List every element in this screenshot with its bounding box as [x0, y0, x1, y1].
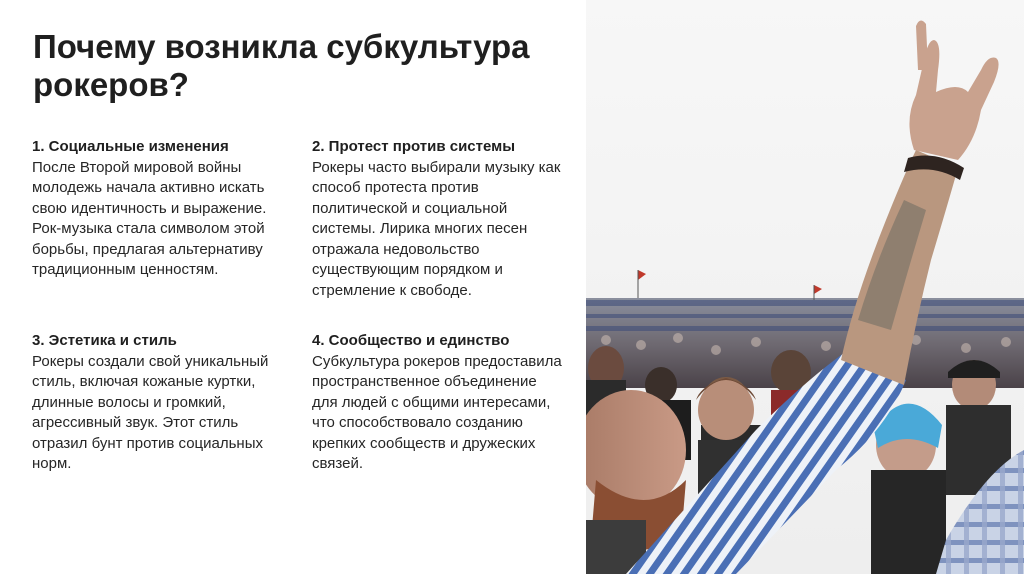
block-text: После Второй мировой войны молодежь начала активно искать свою идентичность и выражение. Рок-музыка стала символом этой борьбы, предлагая альтернативу традиционным ценностям. — [32, 158, 267, 278]
concert-crowd-photo — [586, 0, 1024, 574]
block-heading: 3. Эстетика и стиль — [32, 332, 177, 349]
block-text: Рокеры часто выбирали музыку как способ протеста против политической и социальной системы. Лирика многих песен отражала недовольство существующим порядком и стремление к свободе. — [312, 158, 561, 299]
block-text: Рокеры создали свой уникальный стиль, включая кожаные куртки, длинные волосы и громкий, агрессивный звук. Этот стиль отразил бунт против социальных норм. — [32, 352, 269, 472]
text-block-community — [312, 331, 562, 475]
text-block-social-changes — [32, 137, 294, 281]
text-block-aesthetics — [32, 331, 294, 475]
block-heading: 4. Сообщество и единство — [312, 332, 510, 349]
block-heading: 1. Социальные изменения — [32, 138, 229, 155]
text-block-protest — [312, 137, 562, 301]
block-text: Субкультура рокеров предоставила пространственное объединение для людей с общими интересами, что способствовало созданию крепких сообществ и дружеских связей. — [312, 352, 562, 472]
slide-title: Почему возникла субкультура рокеров? — [33, 28, 530, 103]
block-heading: 2. Протест против системы — [312, 138, 516, 155]
